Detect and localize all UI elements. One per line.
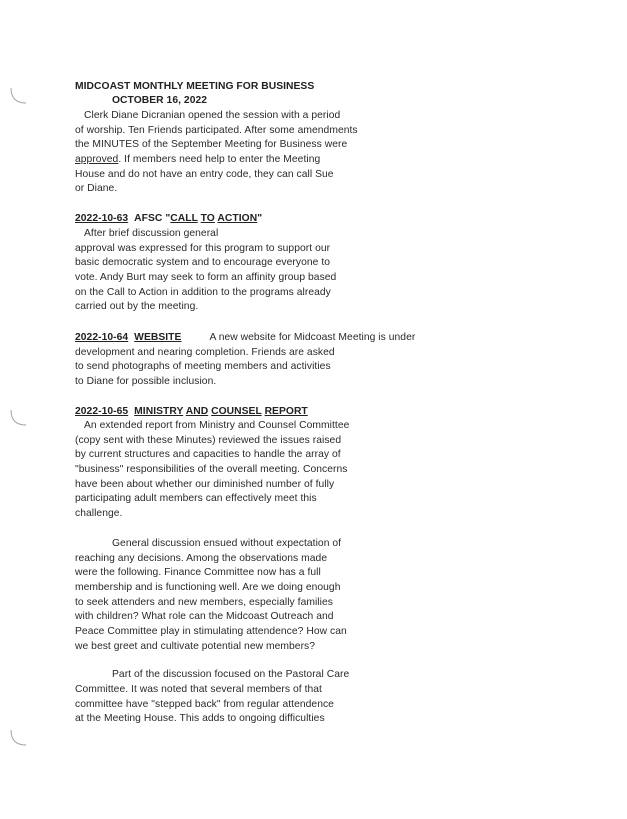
text-line: Committee. It was noted that several members of that: [75, 684, 322, 695]
text-line: committee have "stepped back" from regular attendence: [75, 699, 334, 710]
text-line: to send photographs of meeting members and activities: [75, 361, 331, 372]
text-line: on the Call to Action in addition to the programs already: [75, 287, 331, 298]
text-line: After brief discussion general: [84, 228, 219, 239]
text-line: to Diane for possible inclusion.: [75, 376, 217, 387]
section-heading-64: 2022-10-64 WEBSITE A new website for Midcoast Meeting is under: [75, 332, 416, 343]
meeting-date: OCTOBER 16, 2022: [112, 95, 208, 106]
text-line: membership and is functioning well. Are we doing enough: [75, 582, 341, 593]
text-line: "business" responsibilities of the overall meeting. Concerns: [75, 464, 348, 475]
document-title: MIDCOAST MONTHLY MEETING FOR BUSINESS: [75, 81, 315, 92]
text-line: participating adult members can effectively meet this: [75, 493, 317, 504]
text-line: we best greet and cultivate potential new members?: [75, 641, 316, 652]
text-line: challenge.: [75, 508, 123, 519]
text-line: development and nearing completion. Friends are asked: [75, 347, 335, 358]
text-line: or Diane.: [75, 183, 118, 194]
text-line: Peace Committee play in stimulating attendence? How can: [75, 626, 347, 637]
section-heading-65: 2022-10-65 MINISTRY AND COUNSEL REPORT: [75, 406, 308, 417]
text-line: to seek attenders and new members, especially families: [75, 597, 333, 608]
text-line: at the Meeting House. This adds to ongoing difficulties: [75, 713, 325, 724]
punch-hole-mark-icon: [8, 408, 28, 428]
approved-underlined: approved: [75, 154, 119, 165]
text-line: by current structures and capacities to handle the array of: [75, 449, 341, 460]
text-line: of worship. Ten Friends participated. After some amendments: [75, 125, 358, 136]
text-line: House and do not have an entry code, they can call Sue: [75, 169, 334, 180]
text-line: approved. If members need help to enter the Meeting: [75, 154, 321, 165]
text-line: vote. Andy Burt may seek to form an affinity group based: [75, 272, 337, 283]
text-line: carried out by the meeting.: [75, 301, 199, 312]
text-line: the MINUTES of the September Meeting for Business were: [75, 139, 348, 150]
text-line: with children? What role can the Midcoast Outreach and: [75, 611, 334, 622]
text-line: Part of the discussion focused on the Pastoral Care: [112, 669, 350, 680]
text-line: have been about whether our diminished number of fully: [75, 479, 335, 490]
text-line: General discussion ensued without expectation of: [112, 538, 342, 549]
text-line: approval was expressed for this program to support our: [75, 243, 331, 254]
punch-hole-mark-icon: [8, 86, 28, 106]
text-line: reaching any decisions. Among the observations made: [75, 553, 328, 564]
text-line: An extended report from Ministry and Counsel Committee: [84, 420, 350, 431]
section-heading-63: 2022-10-63 AFSC "CALL TO ACTION": [75, 213, 263, 224]
text-line: basic democratic system and to encourage everyone to: [75, 257, 331, 268]
punch-hole-mark-icon: [8, 728, 28, 748]
text-line: Clerk Diane Dicranian opened the session with a period: [84, 110, 341, 121]
text-line: were the following. Finance Committee now has a full: [75, 567, 321, 578]
text-line: (copy sent with these Minutes) reviewed the issues raised: [75, 435, 342, 446]
